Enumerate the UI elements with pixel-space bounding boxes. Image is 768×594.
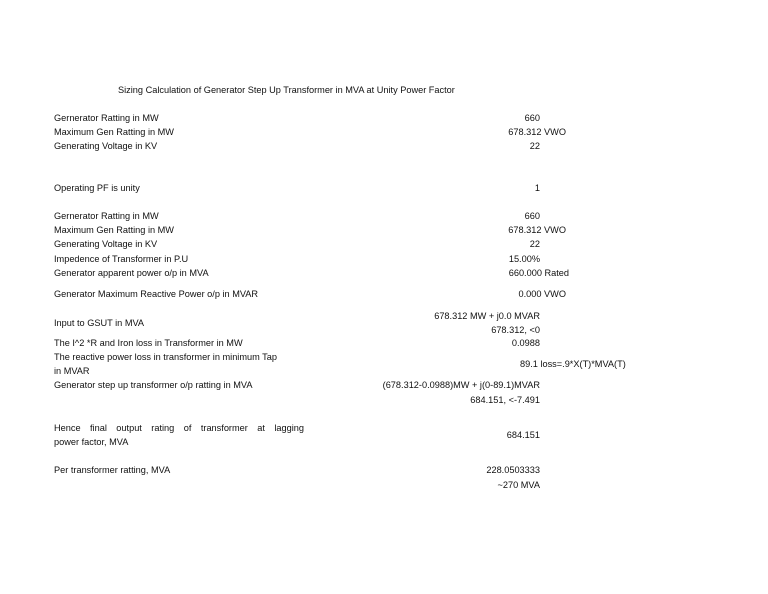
gsut-output-value-line2: 684.151, <-7.491 <box>470 395 540 405</box>
gsut-output-value-line1: (678.312-0.0988)MW + j(0-89.1)MVAR <box>382 380 540 390</box>
row-generating-voltage-label: Generating Voltage in KV <box>54 141 158 151</box>
row2-impedance-label: Impedence of Transformer in P.U <box>54 254 189 264</box>
gsut-output-label: Generator step up transformer o/p ratting in MVA <box>54 380 253 390</box>
row2-generator-rating-value: 660 <box>524 211 540 221</box>
row2-generator-rating-label: Gernerator Ratting in MW <box>54 211 159 221</box>
final-rating-label-line2: power factor, MVA <box>54 437 129 447</box>
gsut-input-value-line1: 678.312 MW + j0.0 MVAR <box>434 311 540 321</box>
per-transformer-label: Per transformer ratting, MVA <box>54 465 171 475</box>
row-generating-voltage-value: 22 <box>529 141 540 151</box>
row2-generating-voltage-value: 22 <box>529 239 540 249</box>
row2-generating-voltage-label: Generating Voltage in KV <box>54 239 158 249</box>
row-max-gen-rating-label: Maximum Gen Ratting in MW <box>54 127 174 137</box>
reactive-loss-label-line1: The reactive power loss in transformer in minimum Tap <box>54 352 277 362</box>
gsut-input-label: Input to GSUT in MVA <box>54 318 145 328</box>
row2-impedance-value: 15.00% <box>508 254 540 264</box>
operating-pf-label: Operating PF is unity <box>54 183 140 193</box>
row2-max-gen-rating-value: 678.312 VWO <box>508 225 566 235</box>
gsut-input-value-line2: 678.312, <0 <box>491 325 540 335</box>
row-generator-rating-value: 660 <box>524 113 540 123</box>
reactive-power-label: Generator Maximum Reactive Power o/p in MVAR <box>54 289 259 299</box>
row2-apparent-power-value: 660.000 Rated <box>508 268 569 278</box>
reactive-power-value: 0.000 VWO <box>518 289 566 299</box>
per-transformer-value-line2: ~270 MVA <box>497 480 540 490</box>
loss-label: The I^2 *R and Iron loss in Transformer in MW <box>54 338 243 348</box>
page-title: Sizing Calculation of Generator Step Up Transformer in MVA at Unity Power Factor <box>118 85 455 95</box>
row-generator-rating-label: Gernerator Ratting in MW <box>54 113 159 123</box>
operating-pf-value: 1 <box>534 183 540 193</box>
final-rating-value: 684.151 <box>506 430 540 440</box>
reactive-loss-label-line2: in MVAR <box>54 366 90 376</box>
reactive-loss-value: 89.1 loss=.9*X(T)*MVA(T) <box>520 359 626 369</box>
loss-value: 0.0988 <box>511 338 540 348</box>
final-rating-label-line1: Hence final output rating of transformer at lagging <box>54 423 304 433</box>
row2-apparent-power-label: Generator apparent power o/p in MVA <box>54 268 209 278</box>
row2-max-gen-rating-label: Maximum Gen Ratting in MW <box>54 225 174 235</box>
row-max-gen-rating-value: 678.312 VWO <box>508 127 566 137</box>
per-transformer-value-line1: 228.0503333 <box>486 465 540 475</box>
